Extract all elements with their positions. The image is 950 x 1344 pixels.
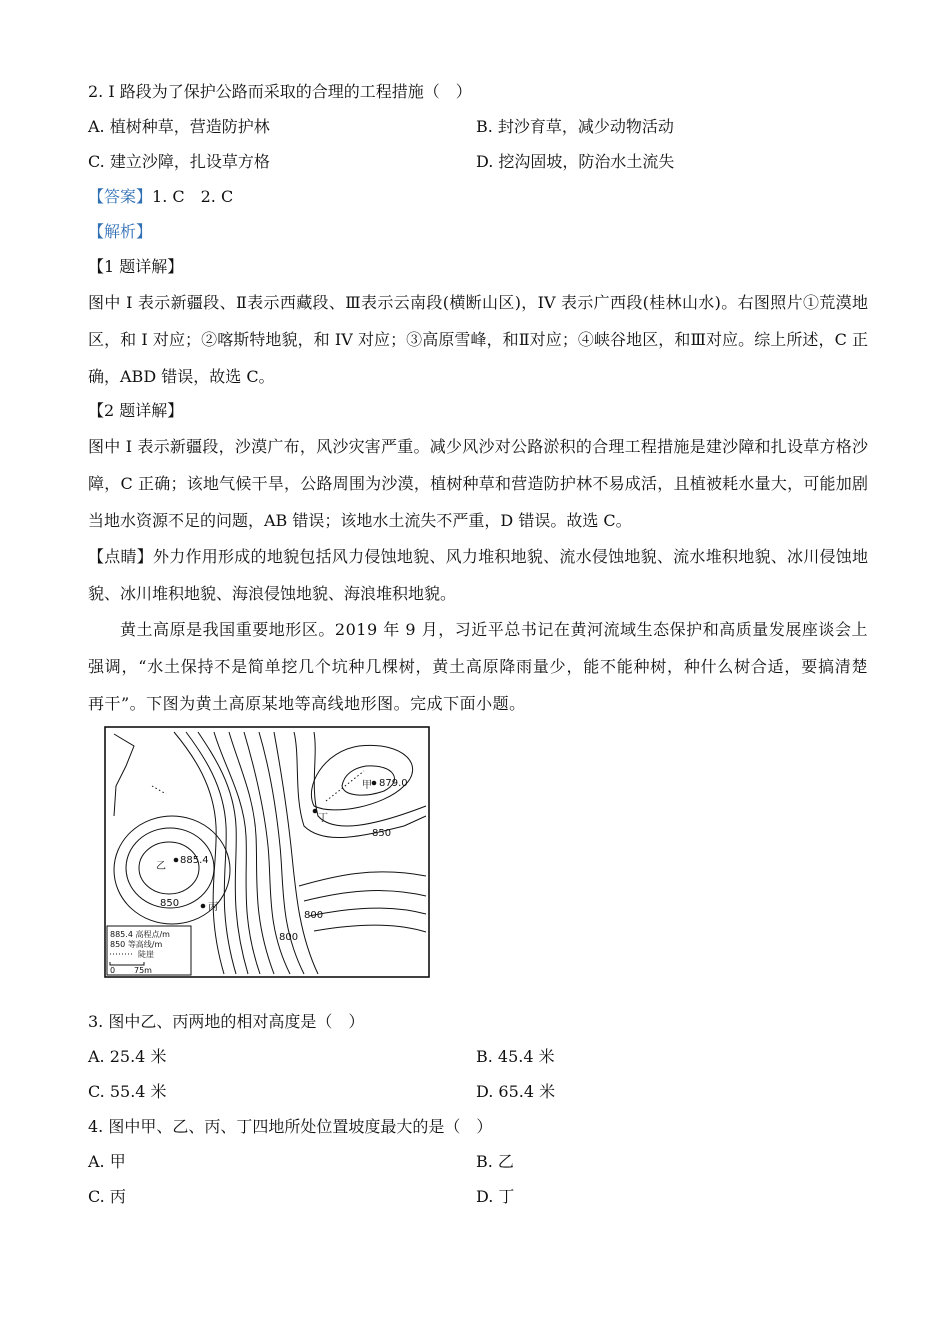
label-bing: 丙 (208, 902, 218, 913)
q2-option-c: C. 建立沙障，扎设草方格 (88, 152, 270, 171)
q4-option-d: D. 丁 (476, 1187, 515, 1206)
q3-option-a: A. 25.4 米 (88, 1047, 167, 1066)
q4-option-c: C. 丙 (88, 1187, 126, 1206)
contour-label-800-right: 800 (304, 910, 324, 921)
q4-option-a: A. 甲 (88, 1152, 126, 1171)
contour-map (104, 726, 430, 978)
contour-label-850-left: 850 (160, 898, 180, 909)
label-jia: 甲 (362, 780, 372, 791)
tip-tag: 【点睛】 (88, 547, 154, 566)
q2-option-b: B. 封沙育草，减少动物活动 (476, 117, 674, 136)
q4-stem: 4. 图中甲、乙、丙、丁四地所处位置坡度最大的是（ ） (88, 1117, 493, 1136)
legend-contour: 850 等高线/m (110, 940, 163, 949)
q3-option-b: B. 45.4 米 (476, 1047, 555, 1066)
tip-text: 外力作用形成的地貌包括风力侵蚀地貌、风力堆积地貌、流水侵蚀地貌、流水堆积地貌、冰川侵蚀地貌、冰川堆积地貌、海浪侵蚀地貌、海浪堆积地貌。 (88, 547, 868, 603)
detail2-heading: 【2 题详解】 (88, 401, 184, 420)
q3-option-c: C. 55.4 米 (88, 1082, 167, 1101)
label-yi-elevation: 885.4 (180, 855, 209, 866)
contour-label-850-right: 850 (372, 828, 392, 839)
q3-stem: 3. 图中乙、丙两地的相对高度是（ ） (88, 1012, 365, 1031)
analysis-tag: 【解析】 (88, 222, 153, 241)
detail1-heading: 【1 题详解】 (88, 257, 184, 276)
label-jia-elevation: 879.0 (379, 778, 408, 789)
q4-option-b: B. 乙 (476, 1152, 514, 1171)
detail2-text: 图中 I 表示新疆段，沙漠广布，风沙灾害严重。减少风沙对公路淤积的合理工程措施是建沙障和扎设草方格沙障，C 正确；该地气候干旱，公路周围为沙漠，植树种草和营造防护林不易成活，且植被耗水量大，可能加剧当地水资源不足的问题，AB 错误；该地水土流失不严重，D 错误。故选 C。 (88, 437, 868, 530)
answer-line (88, 187, 233, 207)
legend-scale-75: 75m (134, 966, 152, 975)
intro-paragraph: 黄土高原是我国重要地形区。2019 年 9 月，习近平总书记在黄河流域生态保护和高质量发展座谈会上强调，“水土保持不是简单挖几个坑种几棵树，黄土高原降雨量少，能不能种树，种什么树合适，要搞清楚再干”。下图为黄土高原某地等高线地形图。完成下面小题。 (88, 620, 868, 713)
answer-tag: 【答案】 (88, 187, 153, 206)
q2-stem: 2. I 路段为了保护公路而采取的合理的工程措施（ ） (88, 82, 472, 101)
legend-cliff: 陡崖 (138, 950, 154, 959)
q2-option-d: D. 挖沟固坡，防治水土流失 (476, 152, 675, 171)
q3-option-d: D. 65.4 米 (476, 1082, 556, 1101)
legend-scale-zero: 0 (110, 966, 116, 975)
q2-option-a: A. 植树种草，营造防护林 (88, 117, 270, 136)
legend-elevation-point: 885.4 高程点/m (110, 930, 170, 939)
detail1-text: 图中 I 表示新疆段、Ⅱ表示西藏段、Ⅲ表示云南段(横断山区)，IV 表示广西段(桂林山水)。右图照片①荒漠地区，和 I 对应；②喀斯特地貌，和 IV 对应；③高原雪峰，和Ⅱ对应；④峡谷地区，和Ⅲ对应。综上所述，C 正确，ABD 错误，故选 C。 (88, 293, 868, 386)
label-ding: 丁 (318, 813, 328, 824)
label-yi: 乙 (156, 861, 166, 872)
answer-text: 1. C 2. C (152, 187, 234, 206)
tip-paragraph (88, 538, 868, 612)
contour-label-800-bottom: 800 (279, 932, 299, 943)
